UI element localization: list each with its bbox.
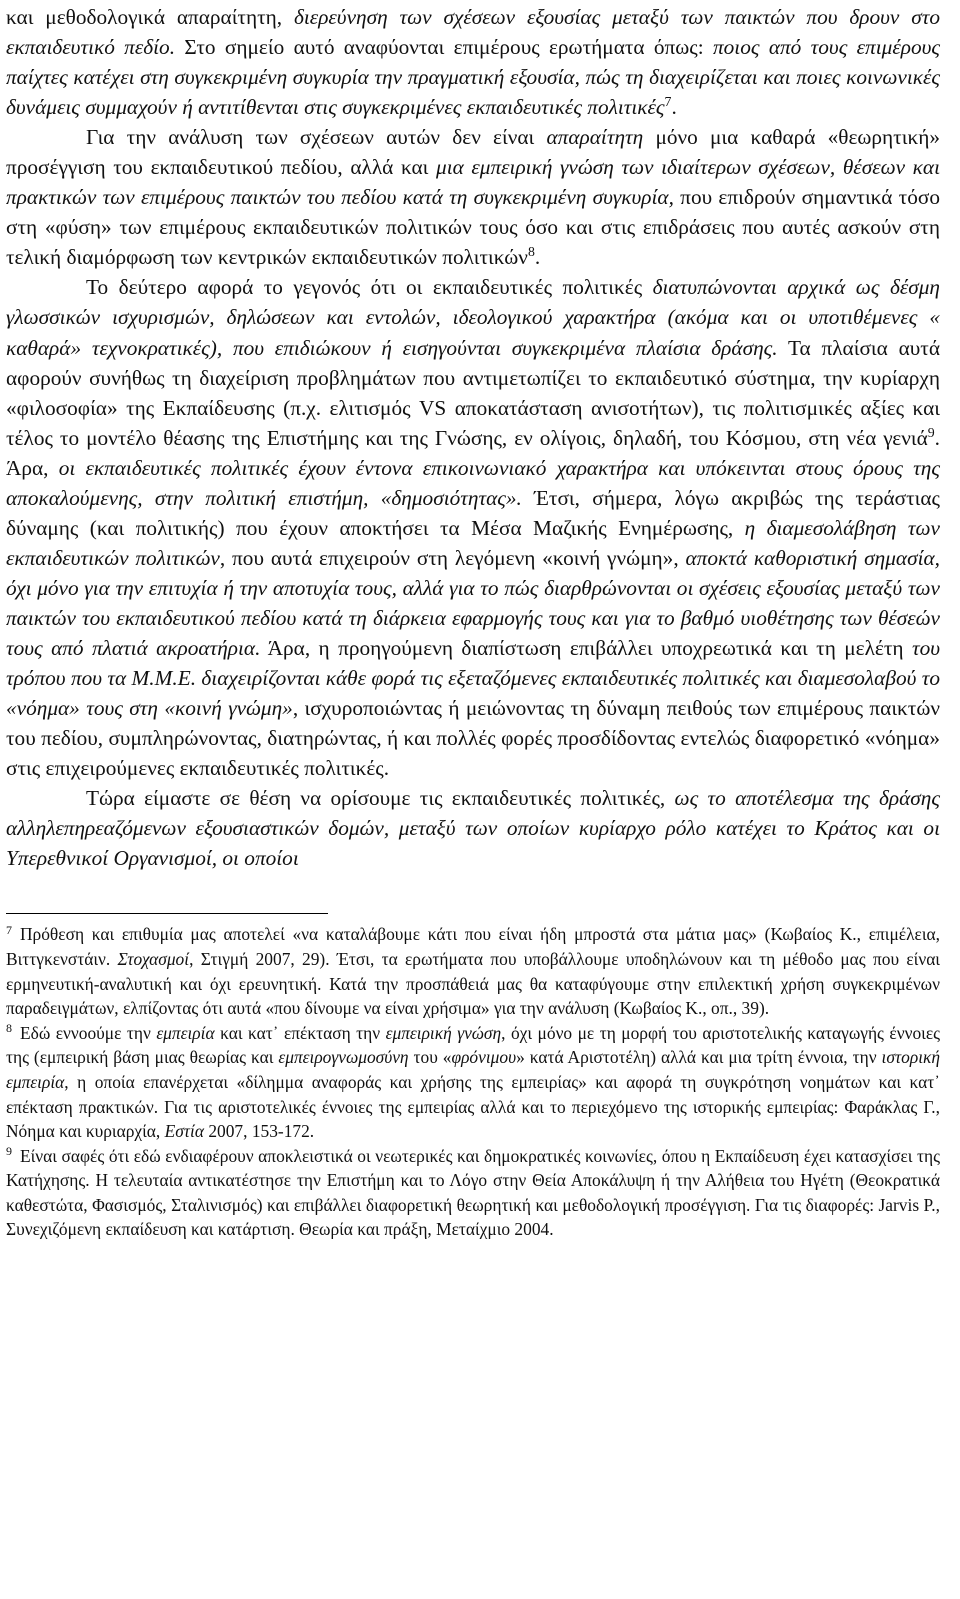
text-run: Είναι σαφές ότι εδώ ενδιαφέρουν αποκλειστικά οι νεωτερικές και δημοκρατικές κοινωνίες, όπου η Εκπαίδευση έχει κατασχίσει της Κατήχησης. Η τελευταία αντικατέστησε την Επιστήμη και το Λόγο στην Θεία Αποκάλυψη ή την Αλήθεια του Ηγέτη (Θεοκρατικά καθεστώτα, Φασισμός, Σταλινισμός) και επιβάλλει διαφορετική θεωρητική και μεθοδολογική προσέγγιση. Για τις διαφορές: Jarvis P., Συνεχιζόμενη εκπαίδευση και κατάρτιση. Θεωρία και πράξη, Μεταίχμιο 2004.	[6, 1145, 940, 1240]
text-run: .	[671, 95, 677, 120]
paragraph	[6, 2, 940, 122]
text-run: και μεθοδολογικά απαραίτητη,	[6, 5, 294, 29]
text-run: Τα πλαίσια αυτά αφορούν συνήθως τη διαχείριση προβλημάτων που αντιμετωπίζει το εκπαιδευτικό σύστημα, την κυρίαρχη «φιλοσοφία» της Εκπαίδευσης (π.χ. ελιτισμός VS αποκατάσταση ανισοτήτων), τις πολιτισμικές αξίες και τέλος το μοντέλο θέασης της Επιστήμης και της Γνώσης, εν ολίγοις, δηλαδή, του Κόσμου, στη νέα γενιά	[6, 335, 941, 450]
text-run: Πρόθεση και επιθυμία μας αποτελεί «να καταλάβουμε κάτι που είναι ήδη μπροστά στα μάτια μας» (Κωβαίος Κ., επιμέλεια, Βιττγκενστάιν.	[6, 924, 940, 969]
footnote-ref: 9	[927, 424, 935, 440]
text-run: , Στιγμή 2007, 29). Έτσι, τα ερωτήματα που υποβάλλουμε υποδηλώνουν και τη μέθοδο μας που είναι ερμηνευτική-αναλυτική και όχι ερευνητική. Κατά την προσπάθειά μας θα καταφύγουμε στην επιλεκτική χρήση συγκεκριμένων παραδειγμάτων, ελπίζοντας ότι αυτά «που δίνουμε να είναι χρήσιμα» για την ανάλυση (Κωβαίος Κ., οπ., 39).	[6, 948, 940, 1019]
footnote-ref: 7	[664, 94, 672, 110]
italic-text: εμπειρική γνώση	[385, 1022, 502, 1043]
italic-text: του τρόπου που τα Μ.Μ.Ε. διαχειρίζονται κάθε φορά τις εξεταζόμενες εκπαιδευτικές πολιτικές και διαμεσολαβού το «νόημα» τους στη «κοινή γνώμη»	[6, 635, 941, 721]
text-run: , η οποία επανέρχεται «δίλημμα αναφοράς και χρήσης της εμπειρίας» και αφορά τη συγκρότηση νοημάτων και κατ᾽ επέκταση πρακτικών. Για τις αριστοτελικές έννοιες της εμπειρίας αλλά και το περιεχόμενο της ιστορικής εμπειρίας: Φαράκλας Γ., Νόημα και κυριαρχία,	[6, 1071, 940, 1142]
italic-text: Στοχασμοί	[117, 948, 190, 969]
italic-text: μια εμπειρική γνώση των ιδιαίτερων σχέσεων, θέσεων και πρακτικών των επιμέρους παικτών του πεδίου κατά τη συγκεκριμένη συγκυρία,	[6, 155, 941, 210]
italic-text: αποκτά καθοριστική σημασία, όχι μόνο για την επιτυχία ή την αποτυχία τους, αλλά για το πώς διαρθρώνονται οι σχέσεις εξουσίας μεταξύ των παικτών του εκπαιδευτικού πεδίου κατά τη διάρκεια εφαρμογής τους και για το βαθμό υιοθέτησης των θέσεών τους από πλατιά ακροατήρια.	[6, 545, 940, 660]
text-run: Άρα, η προηγούμενη διαπίστωση επιβάλλει υποχρεωτικά και τη μελέτη	[260, 635, 912, 660]
text-run: 2007, 153-172.	[204, 1121, 315, 1142]
text-run: και κατ᾽ επέκταση την	[214, 1022, 386, 1043]
italic-text: φρόνιμου	[451, 1047, 517, 1068]
footnotes	[6, 922, 940, 1242]
footnote	[6, 1021, 940, 1144]
text-run: Το δεύτερο αφορά το γεγονός ότι οι εκπαιδευτικές πολιτικές	[86, 275, 653, 300]
footnote-ref: 8	[527, 244, 535, 260]
italic-text: ποιος από τους επιμέρους παίχτες κατέχει στη συγκεκριμένη συγκυρία την πραγματική εξουσία, πώς τη διαχειρίζεται και ποιες κοινωνικές δυνάμεις συμμαχούν ή αντιτίθενται στις συγκεκριμένες εκπαιδευτικές πολιτικές	[6, 35, 941, 120]
paragraph	[6, 272, 940, 783]
text-run: που επιδρούν σημαντικά τόσο στη «φύση» των επιμέρους εκπαιδευτικών πολιτικών τους όσο και στις επιδράσεις που αυτές ασκούν στη τελική διαμόρφωση των κεντρικών εκπαιδευτικών πολιτικών	[6, 185, 940, 270]
text-run: μόνο μια καθαρά «θεωρητική» προσέγγιση του εκπαιδευτικού πεδίου, αλλά και	[6, 125, 940, 180]
footnote-number: 7	[6, 922, 12, 937]
text-run: . Άρα,	[6, 425, 940, 480]
italic-text: απαραίτητη	[546, 125, 644, 150]
italic-text: διερεύνηση των σχέσεων εξουσίας μεταξύ των παικτών που δρουν στο εκπαιδευτικό πεδίο.	[6, 5, 940, 60]
text-run: » κατά Αριστοτέλη) αλλά και μια τρίτη έννοια, την	[516, 1047, 882, 1068]
text-run: , που αυτά επιχειρούν στη λεγόμενη «κοινή γνώμη»,	[219, 545, 686, 570]
italic-text: ιστορική εμπειρία	[6, 1047, 940, 1092]
text-run: , ισχυροποιώντας ή μειώνοντας τη δύναμη πειθούς των επιμέρους παικτών του πεδίου, συμπληρώνοντας, διατηρώντας, ή και πολλές φορές προσδίδοντας εντελώς διαφορετικό «νόημα» στις επιχειρούμενες εκπαιδευτικές πολιτικές.	[6, 696, 940, 781]
italic-text: εμπειρογνωμοσύνη	[278, 1047, 409, 1068]
footnote-separator	[6, 913, 328, 914]
text-run: , όχι μόνο με τη μορφή του αριστοτελικής καταγωγής έννοιες της (εμπειρική βάση μιας θεωρίας και	[6, 1022, 941, 1068]
italic-text: διατυπώνονται αρχικά ως δέσμη γλωσσικών ισχυρισμών, δηλώσεων και εντολών, ιδεολογικού χαρακτήρα (ακόμα και οι υποτιθέμενες « καθαρά» τεχνοκρατικές), που επιδιώκουν ή εισηγούνται συγκεκριμένα πλαίσια δράσης.	[6, 275, 940, 360]
footnote	[6, 1144, 940, 1242]
italic-text: οι εκπαιδευτικές πολιτικές έχουν έντονα επικοινωνιακό χαρακτήρα και υπόκεινται στους όρους της αποκαλούμενης, στην πολιτική επιστήμη, «δημοσιότητας».	[6, 455, 940, 510]
italic-text: εμπειρία	[156, 1022, 215, 1043]
italic-text: η διαμεσολάβηση των εκπαιδευτικών πολιτικών	[6, 515, 940, 570]
text-run: Τώρα είμαστε σε θέση να ορίσουμε τις εκπαιδευτικές πολιτικές,	[86, 786, 675, 811]
italic-text: Εστία	[164, 1121, 204, 1142]
paragraph	[6, 122, 940, 272]
body-text	[6, 2, 940, 873]
text-run: Στο σημείο αυτό αναφύονται επιμέρους ερωτήματα όπως:	[175, 35, 713, 60]
text-run: του «	[408, 1047, 452, 1068]
footnote	[6, 922, 940, 1020]
text-run: Έτσι, σήμερα, λόγω ακριβώς της τεράστιας δύναμης (και πολιτικής) που έχουν αποκτήσει τα Μέσα Μαζικής Ενημέρωσης,	[6, 485, 940, 540]
italic-text: ως το αποτέλεσμα της δράσης αλληλεπηρεαζόμενων εξουσιαστικών δομών, μεταξύ των οποίων κυρίαρχο ρόλο κατέχει το Κράτος και οι Υπερεθνικοί Οργανισμοί, οι οποίοι	[6, 786, 940, 871]
footnote-number: 8	[6, 1020, 12, 1035]
text-run: Εδώ εννοούμε την	[20, 1022, 157, 1043]
paragraph	[6, 783, 940, 873]
text-run: Για την ανάλυση των σχέσεων αυτών δεν είναι	[86, 125, 547, 150]
text-run: .	[534, 245, 541, 270]
footnote-number: 9	[6, 1143, 12, 1158]
